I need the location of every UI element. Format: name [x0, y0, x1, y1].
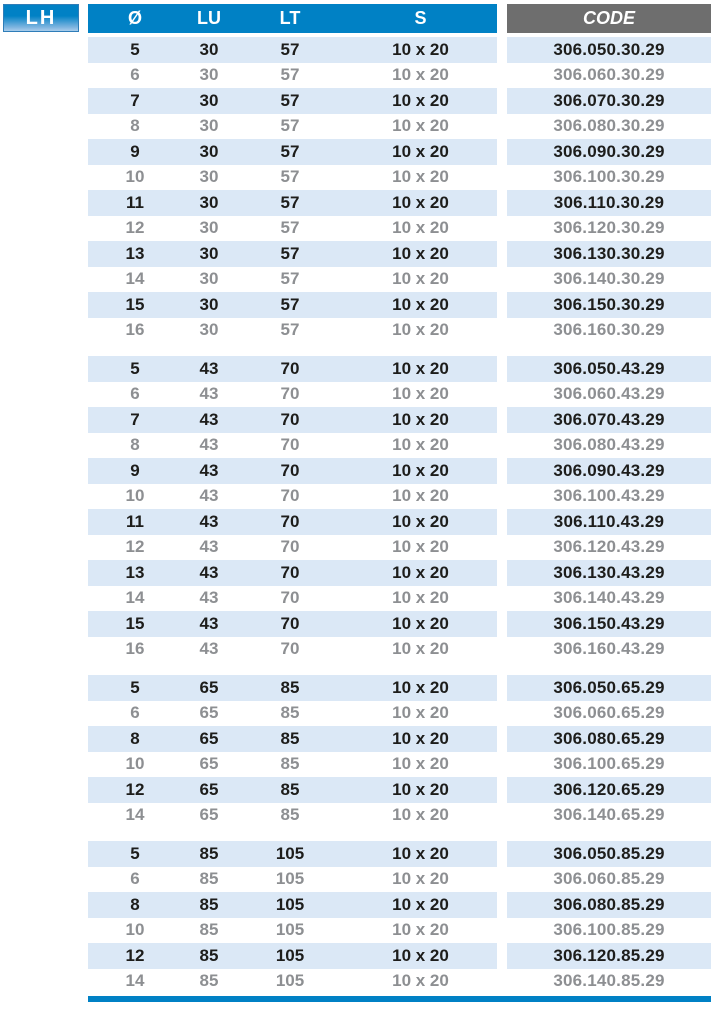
- cell-s: 10 x 20: [392, 460, 449, 480]
- table-row: [88, 37, 711, 63]
- cell-s: 10 x 20: [392, 320, 449, 340]
- table-header: [88, 4, 711, 33]
- cell-lu: 30: [199, 243, 219, 263]
- table-row: [88, 190, 711, 216]
- cell-lu: 65: [199, 677, 219, 697]
- table-row: [88, 88, 711, 114]
- table-group: [88, 356, 711, 662]
- column-header-s: S: [414, 8, 427, 28]
- table-row: [88, 637, 711, 663]
- row-main: [88, 139, 497, 165]
- lh-badge-label: LH: [25, 6, 57, 29]
- row-main: [88, 267, 497, 293]
- cell-lu: 30: [199, 192, 219, 212]
- cell-lu: 65: [199, 754, 219, 774]
- cell-code: 306.070.30.29: [507, 88, 711, 114]
- cell-s: 10 x 20: [392, 537, 449, 557]
- row-main: [88, 241, 497, 267]
- row-main: [88, 726, 497, 752]
- row-main: [88, 918, 497, 944]
- cell-diameter: 10: [125, 754, 145, 774]
- table-row: [88, 535, 711, 561]
- cell-lt: 57: [280, 218, 300, 238]
- table-group: [88, 675, 711, 828]
- cell-lu: 65: [199, 728, 219, 748]
- cell-code: 306.140.85.29: [553, 971, 665, 991]
- cell-lt: 105: [275, 945, 305, 965]
- cell-lu: 65: [199, 703, 219, 723]
- cell-lu: 43: [199, 511, 219, 531]
- cell-s: 10 x 20: [392, 243, 449, 263]
- cell-lt: 57: [280, 141, 300, 161]
- cell-lt: 57: [280, 116, 300, 136]
- cell-lt: 70: [280, 562, 300, 582]
- cell-code: 306.120.30.29: [553, 218, 665, 238]
- cell-lt: 85: [280, 728, 300, 748]
- cell-lt: 70: [280, 486, 300, 506]
- cell-lt: 85: [280, 677, 300, 697]
- cell-lu: 85: [199, 869, 219, 889]
- cell-s: 10 x 20: [392, 486, 449, 506]
- row-main: [88, 382, 497, 408]
- cell-s: 10 x 20: [392, 920, 449, 940]
- table-header-main: [88, 4, 497, 33]
- row-main: [88, 803, 497, 829]
- table-row: [88, 752, 711, 778]
- row-main: [88, 37, 497, 63]
- cell-lt: 57: [280, 39, 300, 59]
- cell-s: 10 x 20: [392, 639, 449, 659]
- row-main: [88, 63, 497, 89]
- row-main: [88, 216, 497, 242]
- cell-code: 306.080.65.29: [507, 726, 711, 752]
- table-row: [88, 675, 711, 701]
- cell-code: 306.130.43.29: [507, 560, 711, 586]
- cell-lu: 30: [199, 218, 219, 238]
- cell-lt: 85: [280, 779, 300, 799]
- cell-lu: 30: [199, 65, 219, 85]
- table-row: [88, 586, 711, 612]
- cell-lu: 43: [199, 409, 219, 429]
- cell-lu: 43: [199, 358, 219, 378]
- column-header-lt: LT: [279, 8, 301, 28]
- row-main: [88, 867, 497, 893]
- column-header-lu: LU: [197, 8, 221, 28]
- cell-lu: 30: [199, 269, 219, 289]
- cell-code: 306.050.85.29: [507, 841, 711, 867]
- table-row: [88, 867, 711, 893]
- cell-lt: 70: [280, 358, 300, 378]
- cell-diameter: 14: [125, 269, 145, 289]
- cell-code: 306.100.43.29: [553, 486, 665, 506]
- table-row: [88, 611, 711, 637]
- cell-s: 10 x 20: [392, 435, 449, 455]
- cell-diameter: 11: [126, 192, 144, 212]
- row-main: [88, 433, 497, 459]
- cell-s: 10 x 20: [392, 754, 449, 774]
- cell-s: 10 x 20: [392, 116, 449, 136]
- cell-lt: 105: [275, 869, 305, 889]
- cell-lu: 43: [199, 562, 219, 582]
- row-main: [88, 484, 497, 510]
- table-row: [88, 560, 711, 586]
- cell-s: 10 x 20: [392, 294, 449, 314]
- cell-code: 306.060.43.29: [553, 384, 665, 404]
- cell-code: 306.160.43.29: [553, 639, 665, 659]
- cell-diameter: 12: [125, 945, 145, 965]
- cell-lu: 43: [199, 486, 219, 506]
- cell-diameter: 8: [130, 894, 140, 914]
- cell-lt: 70: [280, 639, 300, 659]
- table-row: [88, 918, 711, 944]
- cell-lu: 43: [199, 537, 219, 557]
- cell-lt: 105: [275, 971, 305, 991]
- cell-lu: 43: [199, 384, 219, 404]
- cell-diameter: 6: [130, 703, 140, 723]
- row-main: [88, 356, 497, 382]
- cell-diameter: 8: [130, 435, 140, 455]
- cell-diameter: 9: [130, 460, 140, 480]
- cell-s: 10 x 20: [392, 167, 449, 187]
- cell-lu: 85: [199, 920, 219, 940]
- row-main: [88, 560, 497, 586]
- table-row: [88, 165, 711, 191]
- cell-diameter: 13: [125, 562, 145, 582]
- cell-lu: 85: [199, 894, 219, 914]
- cell-s: 10 x 20: [392, 65, 449, 85]
- cell-s: 10 x 20: [392, 409, 449, 429]
- cell-lu: 85: [199, 843, 219, 863]
- cell-diameter: 14: [125, 971, 145, 991]
- row-main: [88, 969, 497, 995]
- cell-lu: 85: [199, 945, 219, 965]
- cell-lu: 43: [199, 460, 219, 480]
- table-row: [88, 318, 711, 344]
- cell-diameter: 9: [130, 141, 140, 161]
- cell-lu: 30: [199, 167, 219, 187]
- cell-code: 306.080.43.29: [553, 435, 665, 455]
- row-main: [88, 535, 497, 561]
- cell-lt: 57: [280, 269, 300, 289]
- cell-code: 306.050.65.29: [507, 675, 711, 701]
- cell-lt: 70: [280, 435, 300, 455]
- cell-code: 306.150.30.29: [507, 292, 711, 318]
- cell-s: 10 x 20: [392, 869, 449, 889]
- cell-s: 10 x 20: [392, 843, 449, 863]
- row-main: [88, 458, 497, 484]
- cell-lu: 30: [199, 90, 219, 110]
- cell-code: 306.110.43.29: [507, 509, 711, 535]
- table-row: [88, 356, 711, 382]
- bottom-rule: [88, 996, 711, 1002]
- cell-diameter: 10: [125, 920, 145, 940]
- cell-lt: 57: [280, 192, 300, 212]
- row-main: [88, 943, 497, 969]
- table-row: [88, 433, 711, 459]
- cell-lu: 43: [199, 588, 219, 608]
- row-main: [88, 892, 497, 918]
- cell-s: 10 x 20: [392, 141, 449, 161]
- product-table: [88, 4, 711, 1002]
- cell-code: 306.140.65.29: [553, 805, 665, 825]
- cell-diameter: 12: [125, 779, 145, 799]
- cell-diameter: 6: [130, 869, 140, 889]
- cell-diameter: 7: [130, 90, 140, 110]
- cell-lt: 57: [280, 243, 300, 263]
- cell-diameter: 16: [125, 320, 145, 340]
- cell-diameter: 5: [130, 843, 140, 863]
- cell-lt: 70: [280, 588, 300, 608]
- cell-s: 10 x 20: [392, 218, 449, 238]
- table-body: [88, 37, 711, 994]
- cell-diameter: 5: [130, 358, 140, 378]
- cell-code: 306.120.43.29: [553, 537, 665, 557]
- cell-diameter: 5: [130, 39, 140, 59]
- lh-badge: [3, 4, 79, 32]
- row-main: [88, 190, 497, 216]
- cell-code: 306.140.30.29: [553, 269, 665, 289]
- cell-diameter: 13: [125, 243, 145, 263]
- cell-lt: 57: [280, 90, 300, 110]
- row-main: [88, 407, 497, 433]
- cell-code: 306.050.30.29: [507, 37, 711, 63]
- cell-lu: 43: [199, 613, 219, 633]
- row-main: [88, 88, 497, 114]
- cell-code: 306.130.30.29: [507, 241, 711, 267]
- column-header-diameter: Ø: [127, 8, 142, 28]
- cell-code: 306.120.85.29: [507, 943, 711, 969]
- table-row: [88, 63, 711, 89]
- cell-s: 10 x 20: [392, 894, 449, 914]
- row-main: [88, 165, 497, 191]
- cell-diameter: 10: [125, 486, 145, 506]
- cell-code: 306.080.85.29: [507, 892, 711, 918]
- cell-diameter: 7: [130, 409, 140, 429]
- cell-code: 306.090.43.29: [507, 458, 711, 484]
- row-main: [88, 586, 497, 612]
- cell-lt: 57: [280, 294, 300, 314]
- cell-lt: 70: [280, 384, 300, 404]
- cell-lu: 30: [199, 141, 219, 161]
- cell-code: 306.150.43.29: [507, 611, 711, 637]
- cell-lt: 70: [280, 460, 300, 480]
- table-row: [88, 216, 711, 242]
- table-row: [88, 139, 711, 165]
- row-main: [88, 637, 497, 663]
- cell-code: 306.100.65.29: [553, 754, 665, 774]
- row-main: [88, 701, 497, 727]
- table-row: [88, 509, 711, 535]
- cell-lt: 70: [280, 537, 300, 557]
- cell-code: 306.100.30.29: [553, 167, 665, 187]
- cell-lt: 105: [275, 920, 305, 940]
- cell-diameter: 15: [125, 613, 145, 633]
- row-main: [88, 509, 497, 535]
- table-row: [88, 458, 711, 484]
- row-main: [88, 752, 497, 778]
- table-row: [88, 726, 711, 752]
- cell-lu: 65: [199, 779, 219, 799]
- row-main: [88, 292, 497, 318]
- cell-lu: 65: [199, 805, 219, 825]
- cell-code: 306.160.30.29: [553, 320, 665, 340]
- cell-s: 10 x 20: [392, 779, 449, 799]
- cell-lt: 57: [280, 65, 300, 85]
- table-row: [88, 701, 711, 727]
- cell-code: 306.070.43.29: [507, 407, 711, 433]
- table-row: [88, 969, 711, 995]
- cell-lt: 70: [280, 511, 300, 531]
- cell-s: 10 x 20: [392, 588, 449, 608]
- cell-lt: 85: [280, 754, 300, 774]
- cell-lt: 105: [275, 894, 305, 914]
- cell-lu: 43: [199, 639, 219, 659]
- cell-s: 10 x 20: [392, 728, 449, 748]
- table-row: [88, 114, 711, 140]
- table-row: [88, 943, 711, 969]
- cell-s: 10 x 20: [392, 971, 449, 991]
- table-row: [88, 803, 711, 829]
- cell-diameter: 6: [130, 65, 140, 85]
- cell-s: 10 x 20: [392, 805, 449, 825]
- cell-diameter: 16: [125, 639, 145, 659]
- cell-diameter: 14: [125, 805, 145, 825]
- row-main: [88, 675, 497, 701]
- cell-s: 10 x 20: [392, 511, 449, 531]
- table-row: [88, 267, 711, 293]
- cell-diameter: 11: [126, 511, 144, 531]
- cell-lu: 85: [199, 971, 219, 991]
- cell-lu: 43: [199, 435, 219, 455]
- table-row: [88, 777, 711, 803]
- cell-s: 10 x 20: [392, 945, 449, 965]
- cell-s: 10 x 20: [392, 90, 449, 110]
- cell-s: 10 x 20: [392, 562, 449, 582]
- cell-lu: 30: [199, 39, 219, 59]
- cell-lu: 30: [199, 116, 219, 136]
- column-header-code: CODE: [507, 4, 711, 33]
- cell-lt: 105: [275, 843, 305, 863]
- cell-diameter: 8: [130, 116, 140, 136]
- cell-diameter: 15: [125, 294, 145, 314]
- cell-lu: 30: [199, 320, 219, 340]
- table-row: [88, 841, 711, 867]
- table-row: [88, 241, 711, 267]
- table-row: [88, 892, 711, 918]
- table-row: [88, 484, 711, 510]
- cell-lt: 57: [280, 167, 300, 187]
- table-row: [88, 382, 711, 408]
- cell-s: 10 x 20: [392, 192, 449, 212]
- cell-lt: 85: [280, 805, 300, 825]
- row-main: [88, 114, 497, 140]
- cell-code: 306.100.85.29: [553, 920, 665, 940]
- row-main: [88, 777, 497, 803]
- cell-code: 306.140.43.29: [553, 588, 665, 608]
- cell-s: 10 x 20: [392, 384, 449, 404]
- cell-diameter: 14: [125, 588, 145, 608]
- cell-diameter: 6: [130, 384, 140, 404]
- cell-code: 306.120.65.29: [507, 777, 711, 803]
- cell-lt: 70: [280, 613, 300, 633]
- cell-s: 10 x 20: [392, 269, 449, 289]
- cell-code: 306.090.30.29: [507, 139, 711, 165]
- cell-code: 306.060.85.29: [553, 869, 665, 889]
- table-row: [88, 292, 711, 318]
- cell-code: 306.110.30.29: [507, 190, 711, 216]
- cell-code: 306.060.30.29: [553, 65, 665, 85]
- cell-diameter: 12: [125, 537, 145, 557]
- cell-diameter: 10: [125, 167, 145, 187]
- cell-code: 306.050.43.29: [507, 356, 711, 382]
- table-group: [88, 841, 711, 994]
- cell-lt: 57: [280, 320, 300, 340]
- row-main: [88, 611, 497, 637]
- cell-s: 10 x 20: [392, 677, 449, 697]
- cell-s: 10 x 20: [392, 703, 449, 723]
- cell-lu: 30: [199, 294, 219, 314]
- cell-diameter: 5: [130, 677, 140, 697]
- cell-s: 10 x 20: [392, 358, 449, 378]
- cell-code: 306.060.65.29: [553, 703, 665, 723]
- table-group: [88, 37, 711, 343]
- cell-s: 10 x 20: [392, 613, 449, 633]
- row-main: [88, 318, 497, 344]
- cell-diameter: 12: [125, 218, 145, 238]
- cell-lt: 70: [280, 409, 300, 429]
- cell-code: 306.080.30.29: [553, 116, 665, 136]
- cell-lt: 85: [280, 703, 300, 723]
- table-row: [88, 407, 711, 433]
- cell-diameter: 8: [130, 728, 140, 748]
- cell-s: 10 x 20: [392, 39, 449, 59]
- row-main: [88, 841, 497, 867]
